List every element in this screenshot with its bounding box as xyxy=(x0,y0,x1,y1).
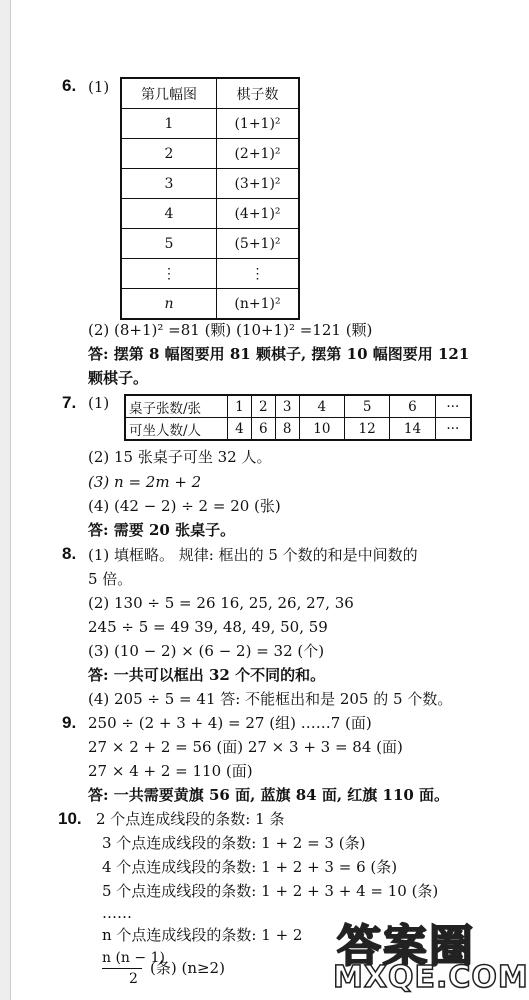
table-cell: (4+1)² xyxy=(217,199,300,229)
table-cell: 5 xyxy=(121,229,217,259)
table-cell: ··· xyxy=(435,418,471,441)
table-cell: ··· xyxy=(435,395,471,418)
watermark xyxy=(329,906,529,998)
table-cell: 4 xyxy=(121,199,217,229)
problem-6-answer: 答: 摆第 8 幅图要用 81 颗棋子, 摆第 10 幅图要用 121 xyxy=(88,345,470,363)
problem-8-number: 8. xyxy=(62,544,77,563)
problem-8-part2-line2: 245 ÷ 5 = 49 39, 48, 49, 50, 59 xyxy=(88,618,328,636)
table-cell: (5+1)² xyxy=(217,229,300,259)
problem-6-number: 6. xyxy=(62,76,77,95)
table-cell: (n+1)² xyxy=(217,289,300,320)
table-header-row xyxy=(121,78,299,109)
chess-pieces-table xyxy=(120,77,300,320)
table-cell: 6 xyxy=(251,418,275,441)
problem-7-answer: 答: 需要 20 张桌子。 xyxy=(88,521,236,539)
table-cell: 6 xyxy=(390,395,435,418)
table-row xyxy=(121,109,299,139)
table-cell: 8 xyxy=(275,418,299,441)
table-cell: 1 xyxy=(121,109,217,139)
problem-10-line2: 3 个点连成线段的条数: 1 + 2 = 3 (条) xyxy=(102,834,366,852)
problem-9-number: 9. xyxy=(62,713,77,732)
fraction-denominator: 2 xyxy=(129,971,138,987)
problem-6-part2: (2) (8+1)² =81 (颗) (10+1)² =121 (颗) xyxy=(88,321,373,339)
fraction-numerator: n (n − 1) xyxy=(102,950,165,966)
table-cell: 1 xyxy=(228,395,252,418)
problem-10-line4: 5 个点连成线段的条数: 1 + 2 + 3 + 4 = 10 (条) xyxy=(102,882,439,900)
problem-8-part3: (3) (10 − 2) × (6 − 2) = 32 (个) xyxy=(88,642,325,660)
problem-8-part1: (1) 填框略。 规律: 框出的 5 个数的和是中间数的 xyxy=(88,546,418,564)
problem-7-part2: (2) 15 张桌子可坐 32 人。 xyxy=(88,448,272,466)
problem-8-answer: 答: 一共可以框出 32 个不同的和。 xyxy=(88,666,326,684)
problem-10-ellipsis: …… xyxy=(102,904,132,922)
table-cell: 10 xyxy=(299,418,344,441)
table-cell: 14 xyxy=(390,418,435,441)
table-row xyxy=(125,395,471,418)
problem-7-part3: (3) n = 2m + 2 xyxy=(88,473,202,491)
problem-10-number: 10. xyxy=(58,809,82,828)
table-cell: ⋮ xyxy=(121,259,217,289)
problem-7-part4: (4) (42 − 2) ÷ 2 = 20 (张) xyxy=(88,497,281,515)
row-header: 桌子张数/张 xyxy=(125,395,228,418)
table-cell: (3+1)² xyxy=(217,169,300,199)
watermark-title: 答案圈 xyxy=(337,921,475,972)
table-cell: n xyxy=(121,289,217,320)
problem-8-part4: (4) 205 ÷ 5 = 41 答: 不能框出和是 205 的 5 个数。 xyxy=(88,690,453,708)
page-edge xyxy=(0,0,11,1000)
table-row xyxy=(125,418,471,441)
problem-7-number: 7. xyxy=(62,393,77,412)
header-cell: 第几幅图 xyxy=(121,78,217,109)
table-row xyxy=(121,199,299,229)
header-cell: 棋子数 xyxy=(217,78,300,109)
tables-people-table xyxy=(124,394,472,441)
problem-8-part2: (2) 130 ÷ 5 = 26 16, 25, 26, 27, 36 xyxy=(88,594,354,612)
table-cell: 2 xyxy=(121,139,217,169)
problem-9-line2: 27 × 2 + 2 = 56 (面) 27 × 3 + 3 = 84 (面) xyxy=(88,738,403,756)
table-cell: 12 xyxy=(344,418,389,441)
table-cell: 3 xyxy=(121,169,217,199)
fraction-tail: (条) (n≥2) xyxy=(150,959,225,977)
table-row xyxy=(121,229,299,259)
table-row xyxy=(121,139,299,169)
table-cell: (1+1)² xyxy=(217,109,300,139)
watermark-url: MXQE.COM xyxy=(333,960,529,995)
problem-10-line1: 2 个点连成线段的条数: 1 条 xyxy=(96,810,285,828)
problem-8-part1-cont: 5 倍。 xyxy=(88,570,133,588)
problem-10-line3: 4 个点连成线段的条数: 1 + 2 + 3 = 6 (条) xyxy=(102,858,398,876)
table-row xyxy=(121,259,299,289)
table-cell: 3 xyxy=(275,395,299,418)
table-cell: 4 xyxy=(228,418,252,441)
table-cell: 5 xyxy=(344,395,389,418)
problem-9-line1: 250 ÷ (2 + 3 + 4) = 27 (组) ……7 (面) xyxy=(88,714,372,732)
table-row xyxy=(121,169,299,199)
table-cell: ⋮ xyxy=(217,259,300,289)
problem-9-answer: 答: 一共需要黄旗 56 面, 蓝旗 84 面, 红旗 110 面。 xyxy=(88,786,450,804)
table-cell: (2+1)² xyxy=(217,139,300,169)
row-header: 可坐人数/人 xyxy=(125,418,228,441)
table-cell: 2 xyxy=(251,395,275,418)
problem-6-part1: (1) xyxy=(88,78,110,96)
table-cell: 4 xyxy=(299,395,344,418)
fraction-bar xyxy=(102,968,142,969)
problem-7-part1: (1) xyxy=(88,394,110,412)
problem-9-line3: 27 × 4 + 2 = 110 (面) xyxy=(88,762,253,780)
table-row xyxy=(121,289,299,320)
problem-10-line-n: n 个点连成线段的条数: 1 + 2 xyxy=(102,926,303,944)
problem-6-answer-cont: 颗棋子。 xyxy=(88,369,149,387)
